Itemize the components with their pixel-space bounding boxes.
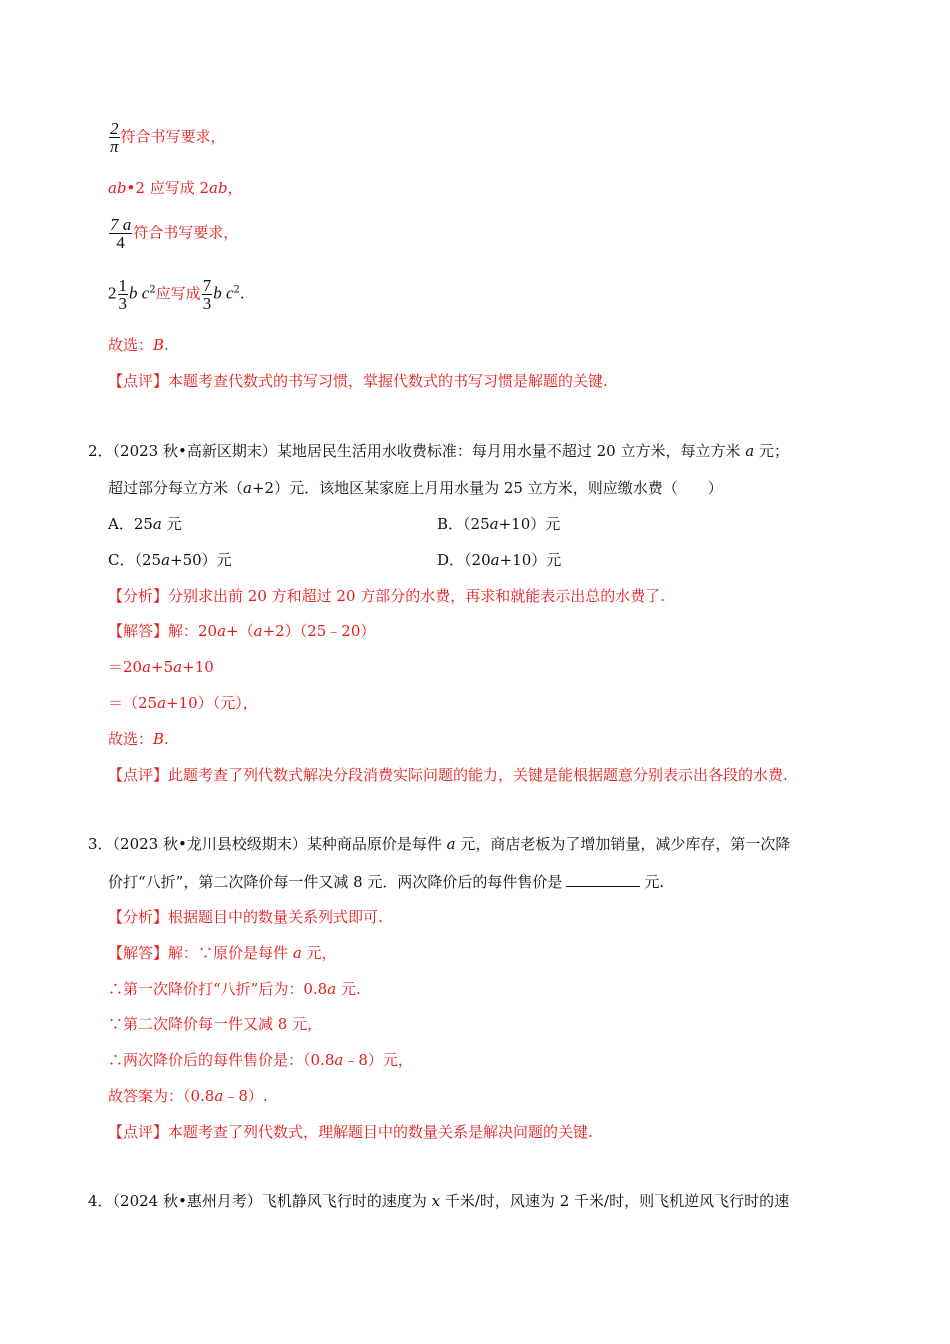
review-line — [108, 371, 608, 391]
var-a: a — [327, 980, 337, 998]
solution-text: 元， — [306, 944, 337, 962]
analysis-text: 根据题目中的数量关系列式即可. — [168, 908, 383, 926]
option-text: D．（20 — [437, 551, 491, 569]
exponent: 2 — [233, 284, 240, 296]
option-text: 元 — [166, 515, 182, 533]
fraction-numerator: 1 — [118, 276, 127, 295]
solution-text: ﹣8）元， — [343, 1051, 413, 1069]
var-a: a — [161, 551, 171, 569]
question-text: +2）元．该地区某家庭上月用水量为 25 立方米，则应缴水费（ ） — [251, 479, 723, 497]
var-a: a — [243, 479, 252, 497]
question-number: 2． — [88, 442, 113, 460]
fraction-numerator: 7 — [202, 276, 212, 295]
var-a: a — [490, 551, 500, 569]
q2-option-a — [108, 514, 182, 534]
solution-text: +5 — [151, 658, 174, 676]
analysis-text: 分别求出前 20 方和超过 20 方部分的水费，再求和就能表示出总的水费了. — [168, 587, 666, 605]
fraction-numerator: 7 a — [110, 215, 132, 234]
line-fraction-7a-4 — [108, 216, 238, 251]
question-text: （2023 秋•龙川县校级期末）某种商品原价是每件 — [112, 835, 442, 853]
var-a: a — [152, 515, 162, 533]
fraction-numerator: 2 — [110, 119, 119, 138]
q3-step-2 — [108, 1014, 322, 1034]
var-ab: ab — [209, 179, 228, 197]
q3-solution — [108, 943, 337, 963]
q2-stem-line-1 — [88, 441, 789, 461]
fraction-denominator: 4 — [116, 233, 125, 252]
solution-text: +（ — [226, 622, 254, 640]
var-a: a — [334, 1051, 344, 1069]
solution-tag: 【解答】 — [108, 944, 169, 962]
solution-text: ＝20 — [108, 658, 143, 676]
question-text: 千米/时，风速为 2 千米/时，则飞机逆风飞行时的速 — [444, 1192, 790, 1210]
question-number: 3． — [88, 835, 113, 853]
exponent: 2 — [149, 284, 156, 296]
option-text: +10）元 — [498, 515, 561, 533]
choose-label: 故选： — [108, 336, 154, 354]
line-ab-2 — [108, 178, 243, 198]
question-text: （2023 秋•高新区期末）某地居民生活用水收费标准：每月用水量不超过 20 立方米，每立方米 — [112, 442, 741, 460]
line-text: . — [164, 336, 169, 354]
analysis-tag: 【分析】 — [108, 908, 169, 926]
q3-step-1 — [108, 979, 361, 999]
q3-step-3 — [108, 1050, 413, 1070]
line-text: •2 应写成 2 — [126, 179, 210, 197]
q2-stem-line-2 — [108, 478, 723, 498]
var-bc: b c — [213, 283, 234, 303]
var-a: a — [446, 835, 456, 853]
solution-tag: 【解答】 — [108, 622, 169, 640]
fraction-1-over-3 — [118, 277, 129, 312]
var-a: a — [217, 622, 227, 640]
answer-blank[interactable] — [566, 872, 640, 887]
option-text: B．（25 — [437, 515, 490, 533]
fraction-7-over-3 — [202, 277, 213, 312]
question-text: 价打“八折”，第二次降价每一件又减 8 元．两次降价后的每件售价是 — [108, 873, 563, 891]
line-text: . — [239, 284, 245, 303]
question-text: 元，商店老板为了增加销量，减少库存，第一次降 — [460, 835, 791, 853]
q2-option-d — [437, 550, 561, 570]
q2-review — [108, 765, 788, 785]
fraction-7a-over-4 — [109, 216, 132, 251]
solution-text: +2）（25﹣20） — [262, 622, 376, 640]
fraction-denominator: 3 — [118, 294, 127, 313]
solution-text: 元. — [340, 980, 361, 998]
line-text: 符合书写要求， — [133, 223, 239, 242]
q3-review — [108, 1122, 593, 1142]
q3-stem-line-1 — [88, 834, 790, 854]
review-tag: 【点评】 — [108, 766, 169, 784]
q2-step-1 — [108, 657, 214, 677]
q2-solution — [108, 621, 375, 641]
var-ab: ab — [108, 179, 127, 197]
q2-choose — [108, 729, 169, 749]
question-text: 超过部分每立方米（ — [108, 479, 244, 497]
review-tag: 【点评】 — [108, 372, 169, 390]
var-a: a — [489, 515, 499, 533]
q4-stem-line-1 — [88, 1191, 789, 1211]
option-text: +50）元 — [170, 551, 232, 569]
choose-line — [108, 335, 169, 355]
q2-step-2 — [108, 693, 258, 713]
option-text: A．25 — [108, 515, 153, 533]
mixed-whole: 2 — [108, 283, 117, 303]
solution-text: ∴第一次降价打“八折”后为：0.8 — [108, 980, 328, 998]
line-fraction-2-pi — [108, 120, 226, 155]
review-text: 本题考查代数式的书写习惯，掌握代数式的书写习惯是解题的关键. — [168, 372, 608, 390]
option-text: C．（25 — [108, 551, 162, 569]
choose-answer: B — [153, 336, 165, 354]
line-text: ， — [227, 179, 243, 197]
q3-answer — [108, 1086, 268, 1106]
var-a: a — [292, 944, 302, 962]
solution-text: 解：20 — [168, 622, 218, 640]
answer-text: 故答案为：（0.8 — [108, 1087, 215, 1105]
solution-text: +10）（元）， — [166, 694, 258, 712]
q3-stem-line-2 — [108, 872, 664, 892]
q2-analysis — [108, 586, 665, 606]
review-text: 此题考查了列代数式解决分段消费实际问题的能力，关键是能根据题意分别表示出各段的水费. — [168, 766, 788, 784]
line-text: 应写成 — [155, 284, 201, 303]
q2-option-c — [108, 550, 232, 570]
var-a: a — [157, 694, 167, 712]
solution-text: ＝（25 — [108, 694, 158, 712]
q2-option-b — [437, 514, 560, 534]
review-tag: 【点评】 — [108, 1123, 169, 1141]
solution-text: ∴两次降价后的每件售价是：（0.8 — [108, 1051, 335, 1069]
question-text: （2024 秋•惠州月考）飞机静风飞行时的速度为 — [112, 1192, 427, 1210]
var-a: a — [253, 622, 263, 640]
fraction-2-over-pi — [109, 120, 120, 155]
analysis-tag: 【分析】 — [108, 587, 169, 605]
q3-analysis — [108, 907, 383, 927]
solution-text: +10 — [182, 658, 214, 676]
line-mixed-number — [108, 277, 245, 312]
line-text: 符合书写要求， — [120, 127, 226, 146]
solution-text: 解：∵原价是每件 — [168, 944, 289, 962]
choose-label: 故选： — [108, 730, 154, 748]
question-text: 元. — [644, 873, 665, 891]
answer-text: ﹣8）. — [223, 1087, 268, 1105]
option-text: +10）元 — [499, 551, 562, 569]
line-text: . — [164, 730, 169, 748]
question-number: 4． — [88, 1192, 113, 1210]
solution-text: ∵第二次降价每一件又减 8 元， — [108, 1015, 323, 1033]
var-bc: b c — [129, 283, 150, 303]
fraction-denominator: 3 — [202, 294, 212, 313]
var-a: a — [173, 658, 183, 676]
var-a: a — [214, 1087, 224, 1105]
fraction-denominator: π — [110, 137, 119, 156]
var-a: a — [142, 658, 152, 676]
question-text: 元； — [758, 442, 789, 460]
var-x: x — [431, 1192, 441, 1210]
var-a: a — [745, 442, 755, 460]
review-text: 本题考查了列代数式，理解题目中的数量关系是解决问题的关键. — [168, 1123, 593, 1141]
choose-answer: B — [153, 730, 165, 748]
